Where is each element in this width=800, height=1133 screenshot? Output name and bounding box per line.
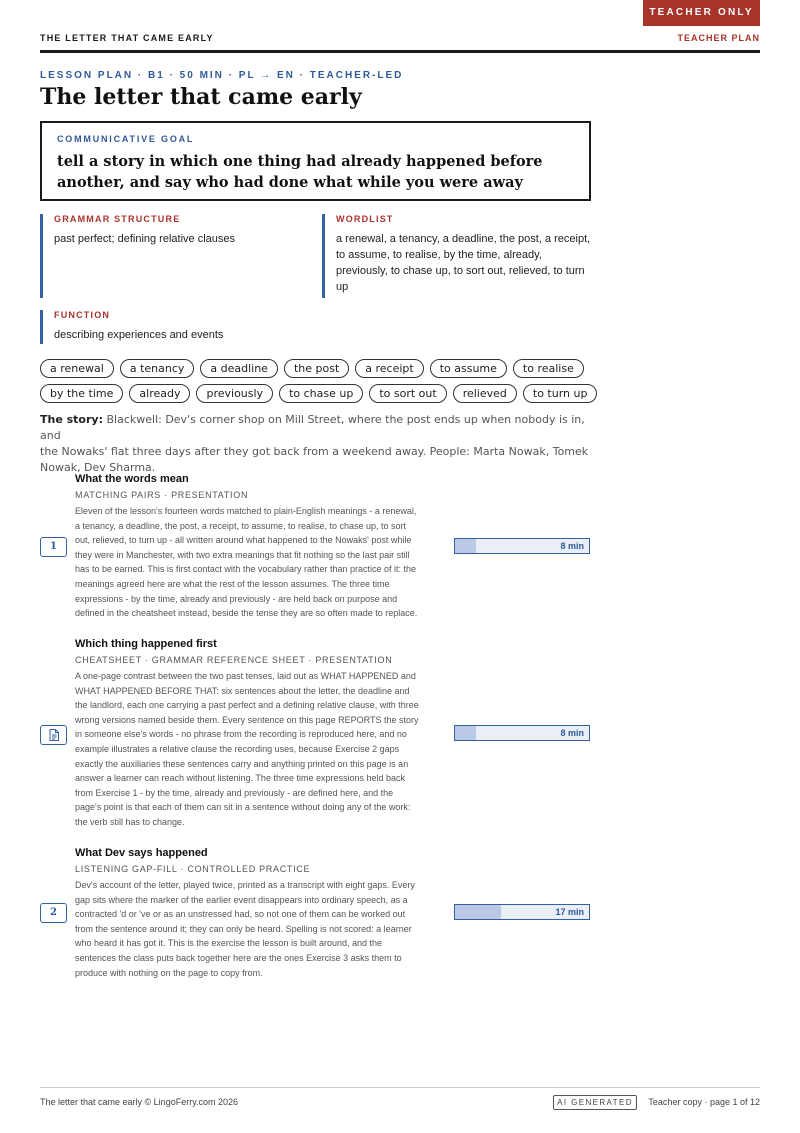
vocab-chips-row-1 [40, 359, 584, 378]
duration-bar [454, 538, 590, 554]
description-line: in someone else's words - no phrase from the recording is reproduced here, and no [75, 729, 407, 740]
description-line: a tenancy, a deadline, the post, a receipt, to assume, to realise, to chase up, to sort [75, 520, 407, 531]
description-line: expressions - by the time, already and previously - are held back on purpose and [75, 593, 398, 604]
story-line: Nowak, Dev Sharma. [40, 461, 156, 474]
cheatsheet-badge [40, 725, 67, 745]
grammar-label: GRAMMAR STRUCTURE [54, 214, 181, 224]
description-line: wrong versions named beside them. Every sentence on this page REPORTS the story [75, 714, 419, 725]
goal-line: another, and say who had done what while you were away [57, 174, 523, 191]
duration-bar [454, 725, 590, 741]
description-line: page's point is that each of them can sit in a sentence without doing any of the work: [75, 802, 411, 813]
copyright-notice: The letter that came early © LingoFerry.com 2026 [40, 1097, 239, 1107]
activity-title: What the words mean [75, 473, 189, 485]
vocab-chip: to chase up [279, 384, 363, 403]
description-line: the verb still has to change. [75, 816, 185, 827]
description-line: example illustrates a relative clause the recording uses, because Exercise 2 gaps [75, 743, 400, 754]
grammar-text: past perfect; defining relative clauses [54, 233, 235, 245]
function-block [40, 310, 340, 344]
description-line: exactly the auxiliaries these sentences carry and anything printed on this page is an [75, 758, 409, 769]
header-divider [40, 50, 760, 53]
activity-title: Which thing happened first [75, 638, 217, 650]
duration-label: 17 min [555, 907, 584, 917]
lesson-meta: LESSON PLAN · B1 · 50 MIN · PL → EN · TEACHER-LED [40, 70, 404, 81]
description-line: Eleven of the lesson's fourteen words matched to plain-English meanings - a renewal, [75, 506, 417, 516]
description-line: from Exercise 1 - by the time, already and previously - are defined here, and the [75, 787, 394, 798]
vocab-chip: a receipt [355, 359, 423, 378]
vocab-chip: to turn up [523, 384, 598, 403]
story-line [40, 412, 600, 444]
exercise-number-badge: 2 [40, 903, 67, 923]
vocab-chip: to sort out [369, 384, 446, 403]
description-line: gap sits where the marker of the earlier event disappears into ordinary speech, as a [75, 894, 408, 905]
activity-section [75, 847, 445, 980]
duration-label: 8 min [560, 541, 584, 551]
vocab-chip: to realise [513, 359, 584, 378]
description-line: sentences the class puts back together here are the ones Exercise 3 asks them to [75, 952, 402, 963]
description-line: the landlord, each one carrying a past perfect and a defining relative clause, with three [75, 700, 419, 711]
vocab-chip: the post [284, 359, 349, 378]
wordlist-line: up [336, 281, 349, 293]
story-line: the Nowaks' flat three days after they got back from a weekend away. People: Marta Nowak, Tomek [40, 445, 589, 458]
activity-description [75, 669, 445, 830]
teacher-only-badge: TEACHER ONLY [643, 0, 760, 26]
duration-label: 8 min [560, 728, 584, 738]
wordlist-line: to assume, to realise, by the time, already, [336, 249, 542, 261]
story-text: Blackwell: Dev's corner shop on Mill Street, where the post ends up when nobody is in, and [40, 413, 585, 442]
vocab-chip: relieved [453, 384, 517, 403]
vocab-chip: a renewal [40, 359, 114, 378]
story-summary [40, 412, 600, 476]
description-line: produce with nothing on the page to copy from. [75, 967, 263, 978]
ai-generated-badge: AI GENERATED [553, 1095, 637, 1110]
running-title: THE LETTER THAT CAME EARLY [40, 33, 214, 43]
wordlist-text [336, 231, 597, 295]
vocab-chips-row-2 [40, 384, 597, 403]
activity-description [75, 504, 445, 621]
description-line: who heard it has got it. This is the exercise the lesson is built around, and the [75, 938, 383, 949]
description-line: A one-page contrast between the two past tenses, laid out as WHAT HAPPENED and [75, 671, 416, 681]
description-line: from the sentence around it; they can only be heard. Spelling is not scored: a learner [75, 923, 412, 934]
description-line: answer a learner can reach without listening. The three time expressions held back [75, 773, 406, 784]
vocab-chip: a tenancy [120, 359, 195, 378]
activity-title: What Dev says happened [75, 847, 208, 859]
grammar-structure-block [40, 214, 290, 298]
vocab-chip: by the time [40, 384, 123, 403]
duration-fill [455, 726, 476, 740]
goal-text [57, 151, 574, 193]
vocab-chip: previously [196, 384, 273, 403]
description-line: has to be earned. This is first contact with the vocabulary rather than practice of it: the [75, 564, 417, 575]
wordlist-block [322, 214, 597, 298]
vocab-chip: already [129, 384, 190, 403]
footer-divider [40, 1087, 760, 1088]
exercise-number-badge: 1 [40, 537, 67, 557]
wordlist-line: a renewal, a tenancy, a deadline, the post, a receipt, [336, 233, 591, 245]
goal-line: tell a story in which one thing had already happened before [57, 153, 543, 170]
document-icon [49, 729, 59, 741]
vocab-chip: a deadline [200, 359, 278, 378]
description-line: defined in the cheatsheet instead, beside the tense they are so often made to replace. [75, 608, 418, 619]
activity-type: MATCHING PAIRS · PRESENTATION [75, 490, 249, 500]
description-line: out, relieved, to turn up - all written around what happened to the Nowaks' post while [75, 535, 412, 546]
description-line: contracted 'd or 've or as an unstressed had, so not one of them can be worked out [75, 909, 406, 920]
activity-section [75, 473, 445, 621]
story-label: The story: [40, 413, 103, 426]
activity-type: LISTENING GAP-FILL · CONTROLLED PRACTICE [75, 864, 311, 874]
description-line: they were in Manchester, with two extra meanings that fit nothing so the last pair still [75, 549, 410, 560]
duration-bar [454, 904, 590, 920]
lesson-title: The letter that came early [40, 84, 362, 110]
function-label: FUNCTION [54, 310, 111, 320]
wordlist-line: previously, to chase up, to sort out, relieved, to turn [336, 265, 585, 277]
vocab-chip: to assume [430, 359, 507, 378]
description-line: WHAT HAPPENED BEFORE THAT: six sentences about the letter, the deadline and [75, 685, 410, 696]
activity-description [75, 878, 445, 980]
description-line: meanings agreed here are what the rest of the lesson assumes. The three time [75, 578, 390, 589]
communicative-goal-box [40, 121, 591, 201]
page-indicator: Teacher copy · page 1 of 12 [648, 1097, 760, 1107]
goal-label: COMMUNICATIVE GOAL [57, 134, 195, 144]
duration-fill [455, 905, 501, 919]
function-text: describing experiences and events [54, 329, 224, 341]
description-line: Dev's account of the letter, played twice, printed as a transcript with eight gaps. Every [75, 880, 415, 890]
activity-type: CHEATSHEET · GRAMMAR REFERENCE SHEET · PRESENTATION [75, 655, 393, 665]
plan-type-label: TEACHER PLAN [677, 33, 760, 43]
activity-section [75, 638, 445, 830]
wordlist-label: WORDLIST [336, 214, 394, 224]
duration-fill [455, 539, 476, 553]
